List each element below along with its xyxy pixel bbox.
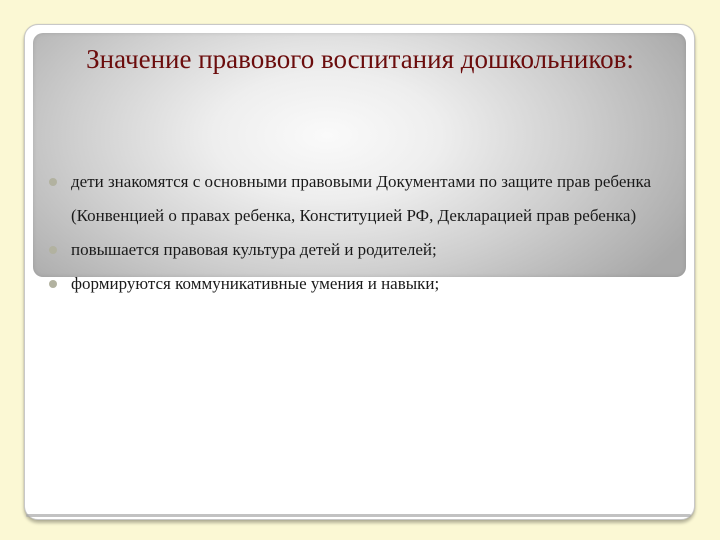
bullet-icon bbox=[49, 246, 57, 254]
bullet-icon bbox=[49, 178, 57, 186]
bullet-icon bbox=[49, 280, 57, 288]
bullet-text: формируются коммуникативные умения и навыки; bbox=[71, 274, 440, 293]
bullet-text: дети знакомятся с основными правовыми Документами по защите прав ребенка (Конвенцией о правах ребенка, Конституцией РФ, Декларацией прав ребенка) bbox=[71, 172, 652, 225]
list-item bbox=[25, 165, 694, 233]
slide-card bbox=[24, 24, 695, 520]
bullet-list bbox=[25, 165, 694, 301]
list-item bbox=[25, 233, 694, 267]
list-item bbox=[25, 267, 694, 301]
bottom-divider bbox=[26, 514, 691, 517]
slide-title: Значение правового воспитания дошкольников: bbox=[86, 44, 634, 74]
bullet-text: повышается правовая культура детей и родителей; bbox=[71, 240, 437, 259]
